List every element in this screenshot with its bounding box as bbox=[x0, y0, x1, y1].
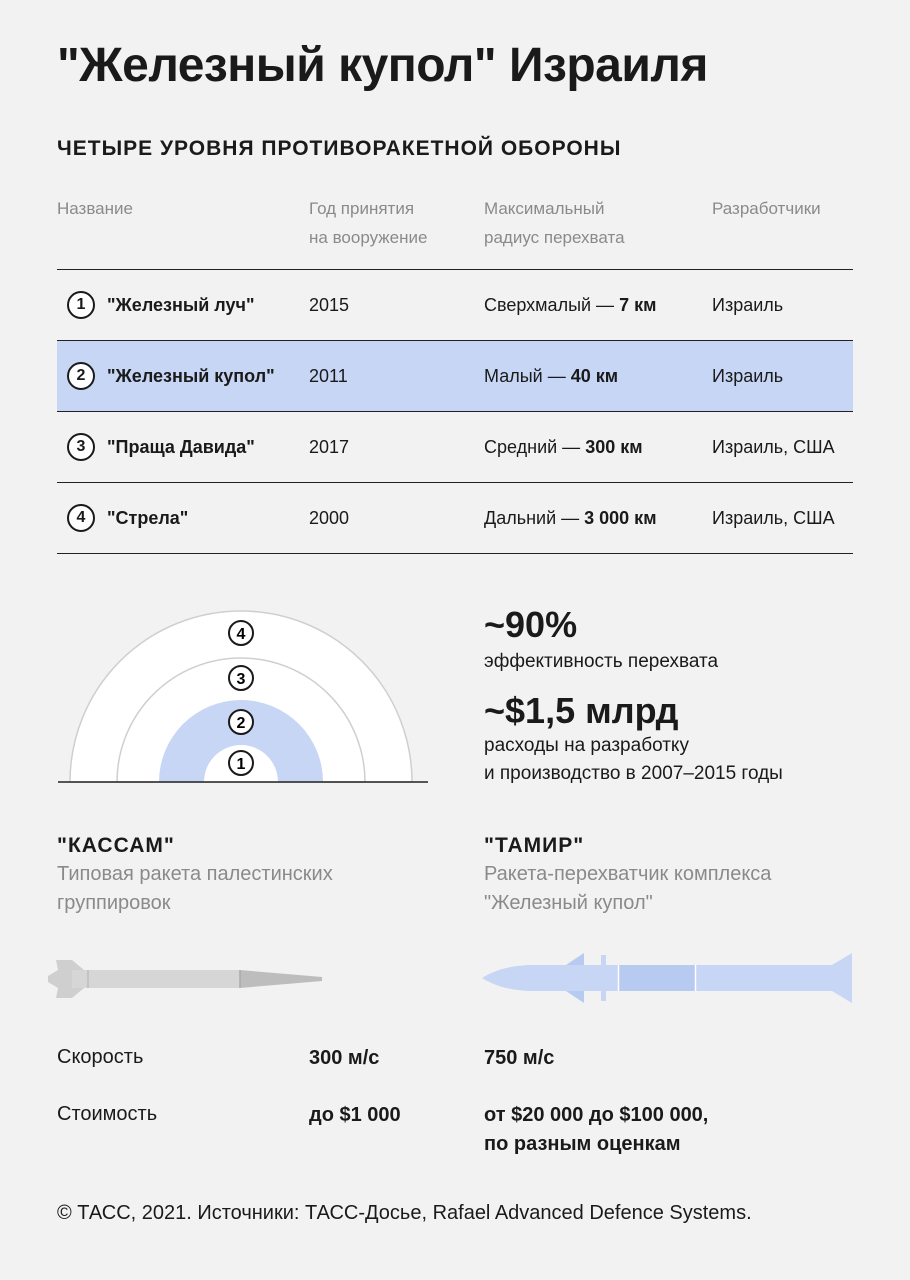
dome-layers-diagram bbox=[50, 600, 440, 790]
radius-label: Сверхмалый — bbox=[484, 295, 620, 315]
header-year bbox=[309, 194, 427, 252]
system-name: "Праща Давида" bbox=[107, 437, 255, 457]
system-developers: Израиль, США bbox=[712, 437, 835, 457]
cost-label-line1: расходы на разработку bbox=[484, 735, 689, 756]
system-radius bbox=[484, 341, 618, 411]
header-radius bbox=[484, 194, 625, 252]
kassam-rocket-icon bbox=[44, 958, 329, 1000]
defense-levels-table bbox=[57, 269, 853, 554]
cost-label bbox=[484, 732, 783, 788]
kassam-desc-line1: Типовая ракета палестинских bbox=[57, 863, 333, 885]
cost-spec-label: Стоимость bbox=[57, 1103, 158, 1125]
kassam-cost: до $1 000 bbox=[309, 1104, 401, 1126]
dome-label-3 bbox=[229, 666, 253, 690]
kassam-description bbox=[57, 860, 333, 918]
table-row bbox=[57, 411, 853, 482]
tamir-cost bbox=[484, 1101, 708, 1159]
level-number-badge: 2 bbox=[67, 362, 95, 390]
system-year: 2000 bbox=[309, 508, 350, 528]
radius-value: 7 км bbox=[619, 295, 657, 315]
cost-label-line2: и производство в 2007–2015 годы bbox=[484, 763, 783, 784]
header-year-line1: Год принятия bbox=[309, 199, 415, 218]
header-radius-line1: Максимальный bbox=[484, 199, 605, 218]
dome-label-4 bbox=[229, 621, 253, 645]
tamir-cost-line1: от $20 000 до $100 000, bbox=[484, 1104, 709, 1126]
system-year: 2017 bbox=[309, 437, 350, 457]
tamir-speed: 750 м/с bbox=[484, 1047, 555, 1069]
system-year: 2015 bbox=[309, 295, 350, 315]
dome-label-text: 1 bbox=[236, 756, 246, 773]
tamir-desc-line1: Ракета-перехватчик комплекса bbox=[484, 863, 772, 885]
section-subtitle: ЧЕТЫРЕ УРОВНЯ ПРОТИВОРАКЕТНОЙ ОБОРОНЫ bbox=[57, 137, 622, 160]
system-year: 2011 bbox=[309, 366, 348, 386]
radius-value: 300 км bbox=[585, 437, 643, 457]
efficiency-label: эффективность перехвата bbox=[484, 651, 719, 672]
header-developers: Разработчики bbox=[712, 199, 821, 218]
system-name: "Стрела" bbox=[107, 508, 189, 528]
radius-value: 3 000 км bbox=[584, 508, 657, 528]
header-year-line2: на вооружение bbox=[309, 228, 428, 247]
radius-label: Средний — bbox=[484, 437, 586, 457]
table-row bbox=[57, 269, 853, 340]
header-name: Название bbox=[57, 199, 133, 218]
dome-label-1 bbox=[229, 751, 253, 775]
tamir-description bbox=[484, 860, 771, 918]
speed-label: Скорость bbox=[57, 1046, 144, 1068]
dome-label-2 bbox=[229, 710, 253, 734]
kassam-speed: 300 м/с bbox=[309, 1047, 380, 1069]
radius-label: Малый — bbox=[484, 366, 571, 386]
dome-label-text: 2 bbox=[236, 715, 246, 732]
dome-label-text: 4 bbox=[236, 626, 246, 643]
kassam-title: "КАССАМ" bbox=[57, 834, 175, 857]
tamir-desc-line2: "Железный купол" bbox=[484, 892, 653, 914]
level-number-badge: 1 bbox=[67, 291, 95, 319]
kassam-desc-line2: группировок bbox=[57, 892, 171, 914]
tamir-cost-line2: по разным оценкам bbox=[484, 1133, 681, 1155]
system-radius bbox=[484, 483, 657, 553]
level-number-badge: 4 bbox=[67, 504, 95, 532]
system-radius bbox=[484, 412, 643, 482]
efficiency-value: ~90% bbox=[484, 604, 578, 645]
table-row bbox=[57, 482, 853, 554]
cost-value: ~$1,5 млрд bbox=[484, 690, 679, 731]
system-developers: Израиль, США bbox=[712, 508, 835, 528]
dome-label-text: 3 bbox=[236, 671, 246, 688]
system-radius bbox=[484, 270, 656, 340]
footer-credits: © ТАСС, 2021. Источники: ТАСС-Досье, Rafael Advanced Defence Systems. bbox=[57, 1202, 752, 1224]
page-title: "Железный купол" Израиля bbox=[57, 39, 708, 92]
system-developers: Израиль bbox=[712, 295, 784, 315]
tamir-interceptor-icon bbox=[480, 950, 855, 1006]
level-number-badge: 3 bbox=[67, 433, 95, 461]
header-radius-line2: радиус перехвата bbox=[484, 228, 625, 247]
table-row-highlighted bbox=[57, 340, 853, 411]
radius-label: Дальний — bbox=[484, 508, 585, 528]
tamir-title: "ТАМИР" bbox=[484, 834, 585, 857]
system-name: "Железный купол" bbox=[107, 366, 275, 386]
system-developers: Израиль bbox=[712, 366, 784, 386]
radius-value: 40 км bbox=[570, 366, 619, 386]
system-name: "Железный луч" bbox=[107, 295, 255, 315]
